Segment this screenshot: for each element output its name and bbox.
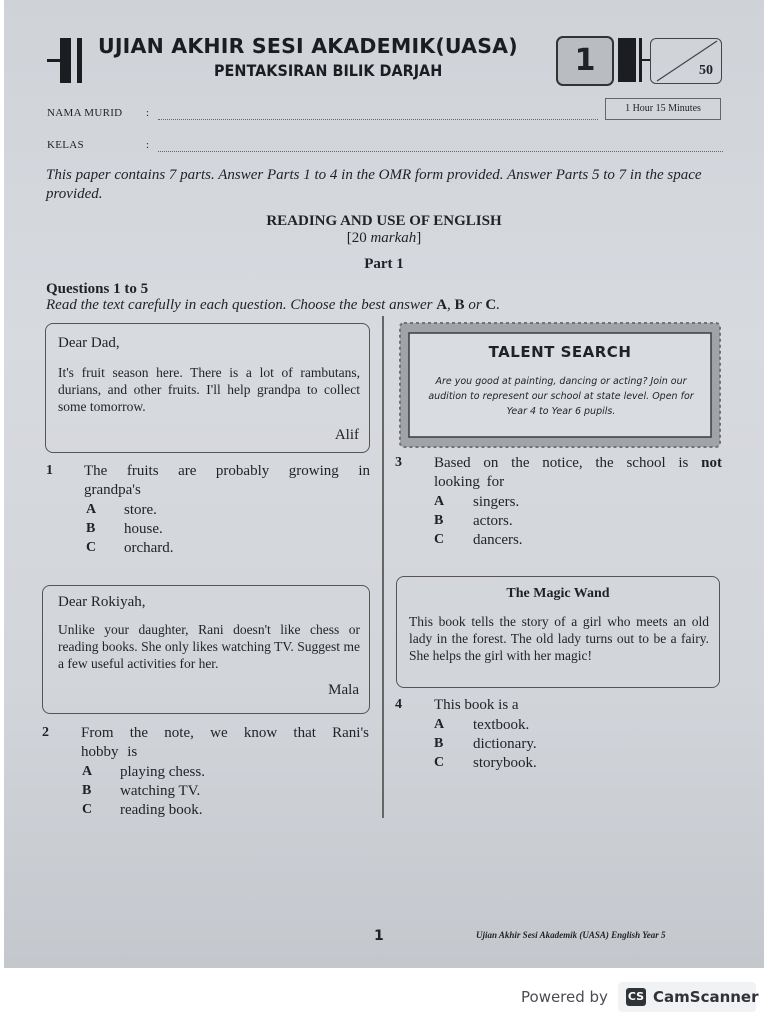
camscanner-logo-icon: CS (626, 988, 646, 1006)
q2-option-b-letter[interactable]: B (82, 783, 92, 798)
q3-option-a-text: singers. (473, 494, 520, 510)
q3-option-b-text: actors. (473, 513, 513, 529)
header-logo-tick (47, 59, 61, 62)
paper-number-box: 1 (556, 36, 614, 86)
q2-option-c-letter[interactable]: C (82, 802, 93, 817)
note1-signature: Alif (334, 427, 359, 443)
q4-stem: This book is a (434, 697, 519, 713)
q3-option-c-letter[interactable]: C (434, 532, 445, 547)
note1-body: It's fruit season here. There is a lot of rambutans, durians, and other fruits. I'll help grandpa to collect some tomorrow. (58, 365, 360, 414)
q3-option-c-text: dancers. (473, 532, 523, 548)
q2-stem: From the note, we know that Rani's hobby is (81, 725, 369, 760)
q2-number: 2 (42, 725, 49, 740)
name-colon: : (146, 107, 150, 119)
page-number: 1 (374, 928, 384, 944)
total-marks: 50 (699, 63, 713, 78)
exam-title: UJIAN AKHIR SESI AKADEMIK(UASA) (98, 34, 518, 58)
q4-option-c-letter[interactable]: C (434, 755, 445, 770)
q4-option-c-text: storybook. (473, 755, 537, 771)
notice-body: Are you good at painting, dancing or acting? Join our audition to represent our school at state level. Open for Year 4 to Year 6 pupils. (428, 376, 694, 417)
marks-box (650, 38, 722, 84)
notice-title: TALENT SEARCH (488, 343, 632, 361)
note-box-rokiyah (42, 585, 370, 714)
q1-option-c-text: orchard. (124, 540, 174, 556)
questions-heading: Questions 1 to 5 (46, 281, 149, 297)
note-box-dad (45, 323, 370, 453)
camscanner-badge[interactable] (618, 982, 759, 1012)
q2-option-a-letter[interactable]: A (82, 764, 93, 779)
duration-box: 1 Hour 15 Minutes (605, 98, 721, 120)
header-block-right (618, 38, 636, 82)
camscanner-brand: CamScanner (653, 988, 759, 1006)
section-marks: [20 markah] (346, 230, 422, 246)
header-logo-bar-right (77, 38, 82, 83)
book-title: The Magic Wand (506, 586, 610, 601)
name-label: NAMA MURID (47, 107, 123, 119)
exam-subtitle: PENTAKSIRAN BILIK DARJAH (214, 61, 443, 80)
part-heading: Part 1 (364, 256, 404, 272)
q1-option-b-text: house. (124, 521, 163, 537)
class-field-line[interactable] (158, 151, 723, 152)
q4-option-b-text: dictionary. (473, 736, 537, 752)
q3-number: 3 (395, 455, 402, 470)
q4-option-a-text: textbook. (473, 717, 530, 733)
column-divider (382, 316, 384, 818)
q1-option-c-letter[interactable]: C (86, 540, 97, 555)
book-body: This book tells the story of a girl who meets an old lady in the forest. The old lady turns out to be a fairy. She helps the girl with her magic! (409, 614, 709, 663)
q2-option-a-text: playing chess. (120, 764, 205, 780)
book-box (396, 576, 720, 688)
q1-option-a-letter[interactable]: A (86, 502, 97, 517)
q3-stem: Based on the notice, the school is not looking for (434, 455, 722, 490)
section-title: READING AND USE OF ENGLISH (266, 213, 502, 229)
q2-option-b-text: watching TV. (120, 783, 201, 799)
header-logo-bar-left (60, 38, 71, 83)
q1-stem: The fruits are probably growing in grandpa's (84, 463, 370, 498)
q3-option-a-letter[interactable]: A (434, 494, 445, 509)
note2-greeting: Dear Rokiyah, (58, 594, 146, 610)
q4-option-b-letter[interactable]: B (434, 736, 444, 751)
questions-instructions: Read the text carefully in each question. Choose the best answer A, B or C. (46, 297, 500, 313)
note2-signature: Mala (328, 682, 359, 698)
q3-option-b-letter[interactable]: B (434, 513, 444, 528)
q4-option-a-letter[interactable]: A (434, 717, 445, 732)
note2-body: Unlike your daughter, Rani doesn't like chess or reading books. She only likes watching TV. Suggest me a few useful activities for her. (58, 622, 360, 671)
q1-number: 1 (46, 463, 53, 478)
q4-number: 4 (395, 697, 402, 712)
class-colon: : (146, 139, 150, 151)
running-footer-title: Ujian Akhir Sesi Akademik (UASA) English Year 5 (476, 930, 666, 940)
q1-option-a-text: store. (124, 502, 157, 518)
class-label: KELAS (47, 139, 84, 151)
q1-option-b-letter[interactable]: B (86, 521, 96, 536)
powered-by-label: Powered by (521, 988, 608, 1006)
note1-greeting: Dear Dad, (58, 335, 120, 351)
paper-instructions: This paper contains 7 parts. Answer Parts 1 to 4 in the OMR form provided. Answer Parts 5 to 7 in the space provided. (46, 167, 702, 202)
q2-option-c-text: reading book. (120, 802, 203, 818)
name-field-line[interactable] (158, 119, 598, 120)
